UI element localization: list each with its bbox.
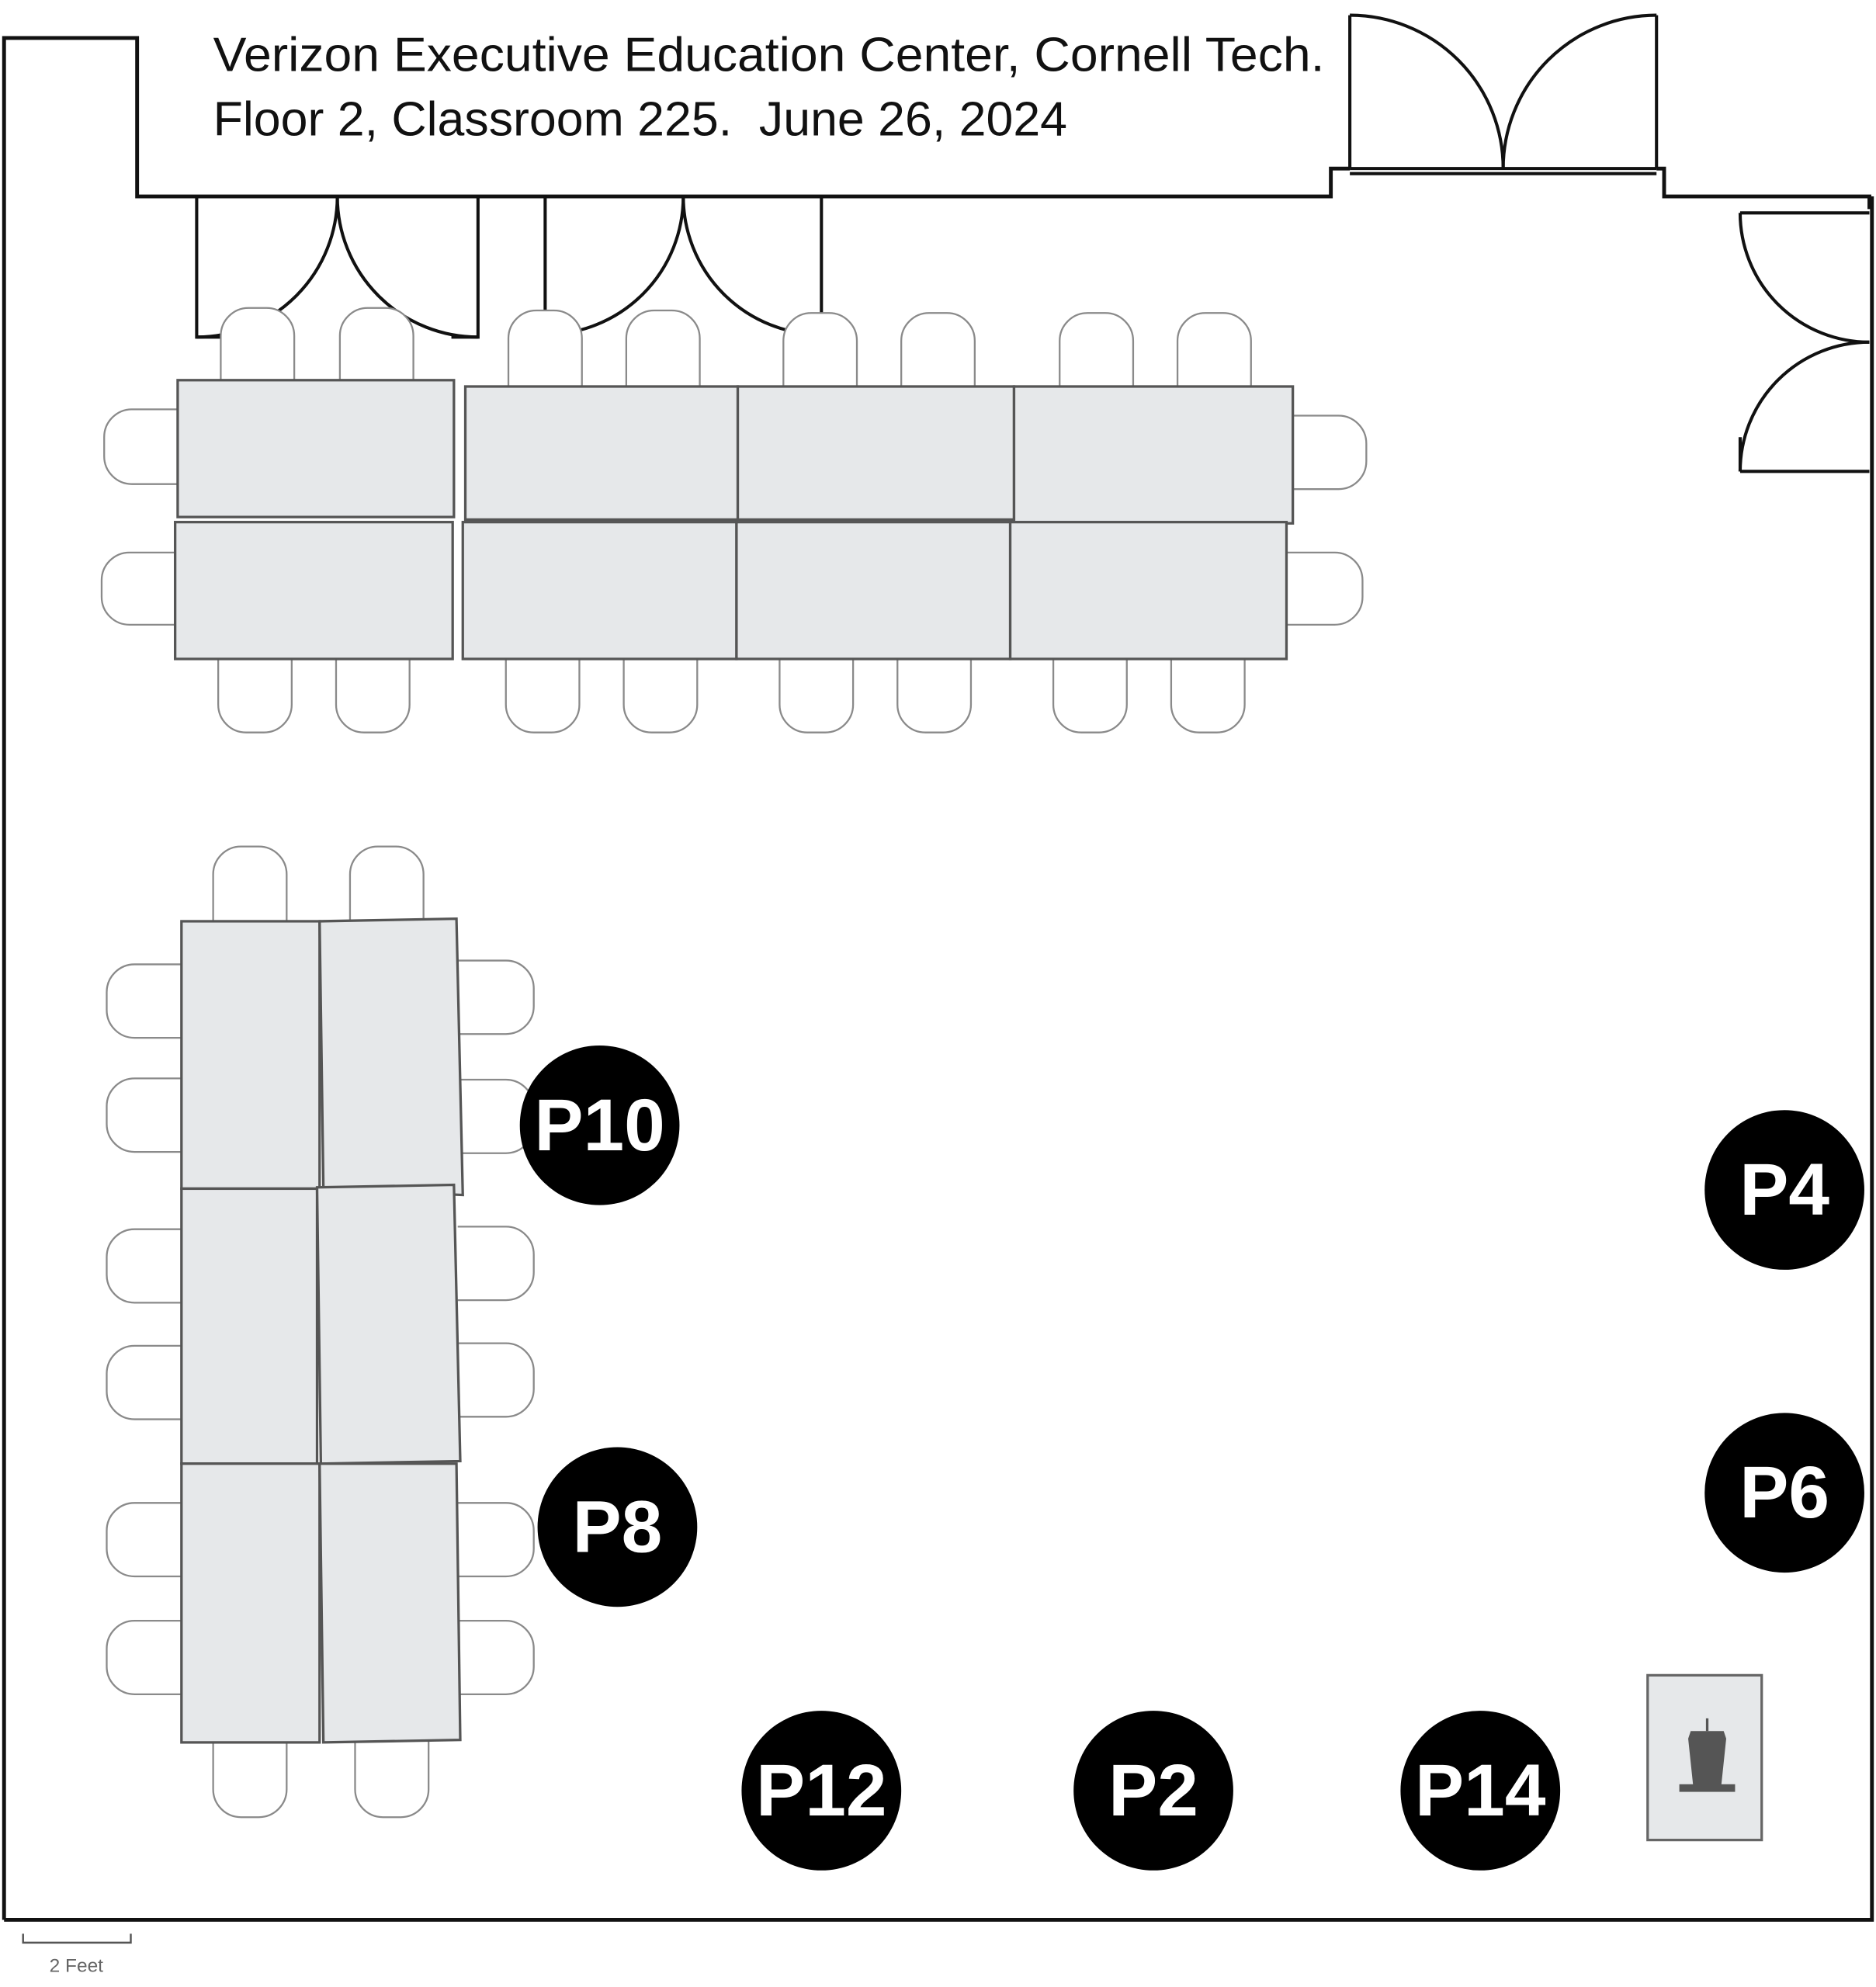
table [1011, 522, 1287, 659]
chair [350, 847, 424, 923]
chair [624, 657, 698, 732]
chair [458, 1344, 534, 1417]
chair [458, 1226, 534, 1300]
chair [1053, 657, 1127, 732]
table [317, 1185, 460, 1464]
table [182, 1464, 320, 1743]
marker-p12-label: P12 [756, 1749, 887, 1832]
marker-p4 [1704, 1110, 1864, 1270]
table [182, 921, 320, 1188]
table [466, 387, 738, 519]
table-group-top [175, 380, 1293, 659]
chair [106, 1078, 182, 1152]
chair [783, 313, 857, 389]
chair [106, 1503, 182, 1576]
chair [897, 657, 971, 732]
chair [458, 961, 534, 1035]
marker-p10-label: P10 [534, 1084, 665, 1167]
table-group-left [182, 919, 463, 1743]
chair [1059, 313, 1133, 389]
scale-bar [23, 1933, 131, 1976]
header [213, 28, 1325, 146]
chair [1171, 657, 1245, 732]
table [1014, 387, 1292, 523]
chair [104, 409, 180, 484]
chair [506, 657, 580, 732]
marker-p2 [1073, 1711, 1233, 1871]
chair [220, 308, 294, 384]
marker-p8-label: P8 [572, 1486, 663, 1569]
scale-label: 2 Feet [49, 1955, 103, 1977]
table [175, 522, 453, 659]
title-line-2: Floor 2, Classroom 225. June 26, 2024 [213, 92, 1068, 147]
chair [106, 1346, 182, 1420]
chair [458, 1621, 534, 1694]
marker-p10 [520, 1046, 680, 1205]
marker-p4-label: P4 [1739, 1149, 1830, 1232]
table [178, 380, 454, 517]
chair [218, 657, 292, 732]
chair [106, 1229, 182, 1303]
chair [1177, 313, 1251, 389]
chair [626, 310, 700, 389]
table [463, 522, 737, 659]
table [320, 919, 463, 1195]
chair [102, 553, 178, 625]
table [320, 1464, 460, 1743]
chair [213, 847, 287, 923]
table [738, 387, 1014, 519]
chair [106, 1621, 182, 1694]
chair [355, 1741, 428, 1817]
door-top-main [1350, 16, 1656, 169]
table [737, 522, 1011, 659]
marker-p8 [538, 1447, 698, 1607]
chair [1284, 553, 1362, 625]
chair [901, 313, 975, 389]
chair [1290, 416, 1366, 490]
door-right [1740, 213, 1870, 471]
marker-p2-label: P2 [1108, 1749, 1198, 1832]
marker-p14-label: P14 [1415, 1749, 1546, 1832]
marker-p6 [1704, 1413, 1864, 1573]
chair [508, 310, 582, 389]
marker-p12 [741, 1711, 901, 1871]
door-sill [1350, 168, 1656, 174]
chair [779, 657, 853, 732]
chair [458, 1503, 534, 1576]
chair [213, 1741, 287, 1817]
chair [340, 308, 414, 384]
chair [106, 964, 182, 1038]
chair [336, 657, 410, 732]
scale-line [23, 1933, 131, 1942]
marker-p14 [1400, 1711, 1560, 1871]
title-line-1: Verizon Executive Education Center, Cornell Tech. [213, 28, 1325, 82]
table [182, 1188, 317, 1463]
marker-p6-label: P6 [1739, 1451, 1830, 1534]
podium [1648, 1675, 1762, 1840]
